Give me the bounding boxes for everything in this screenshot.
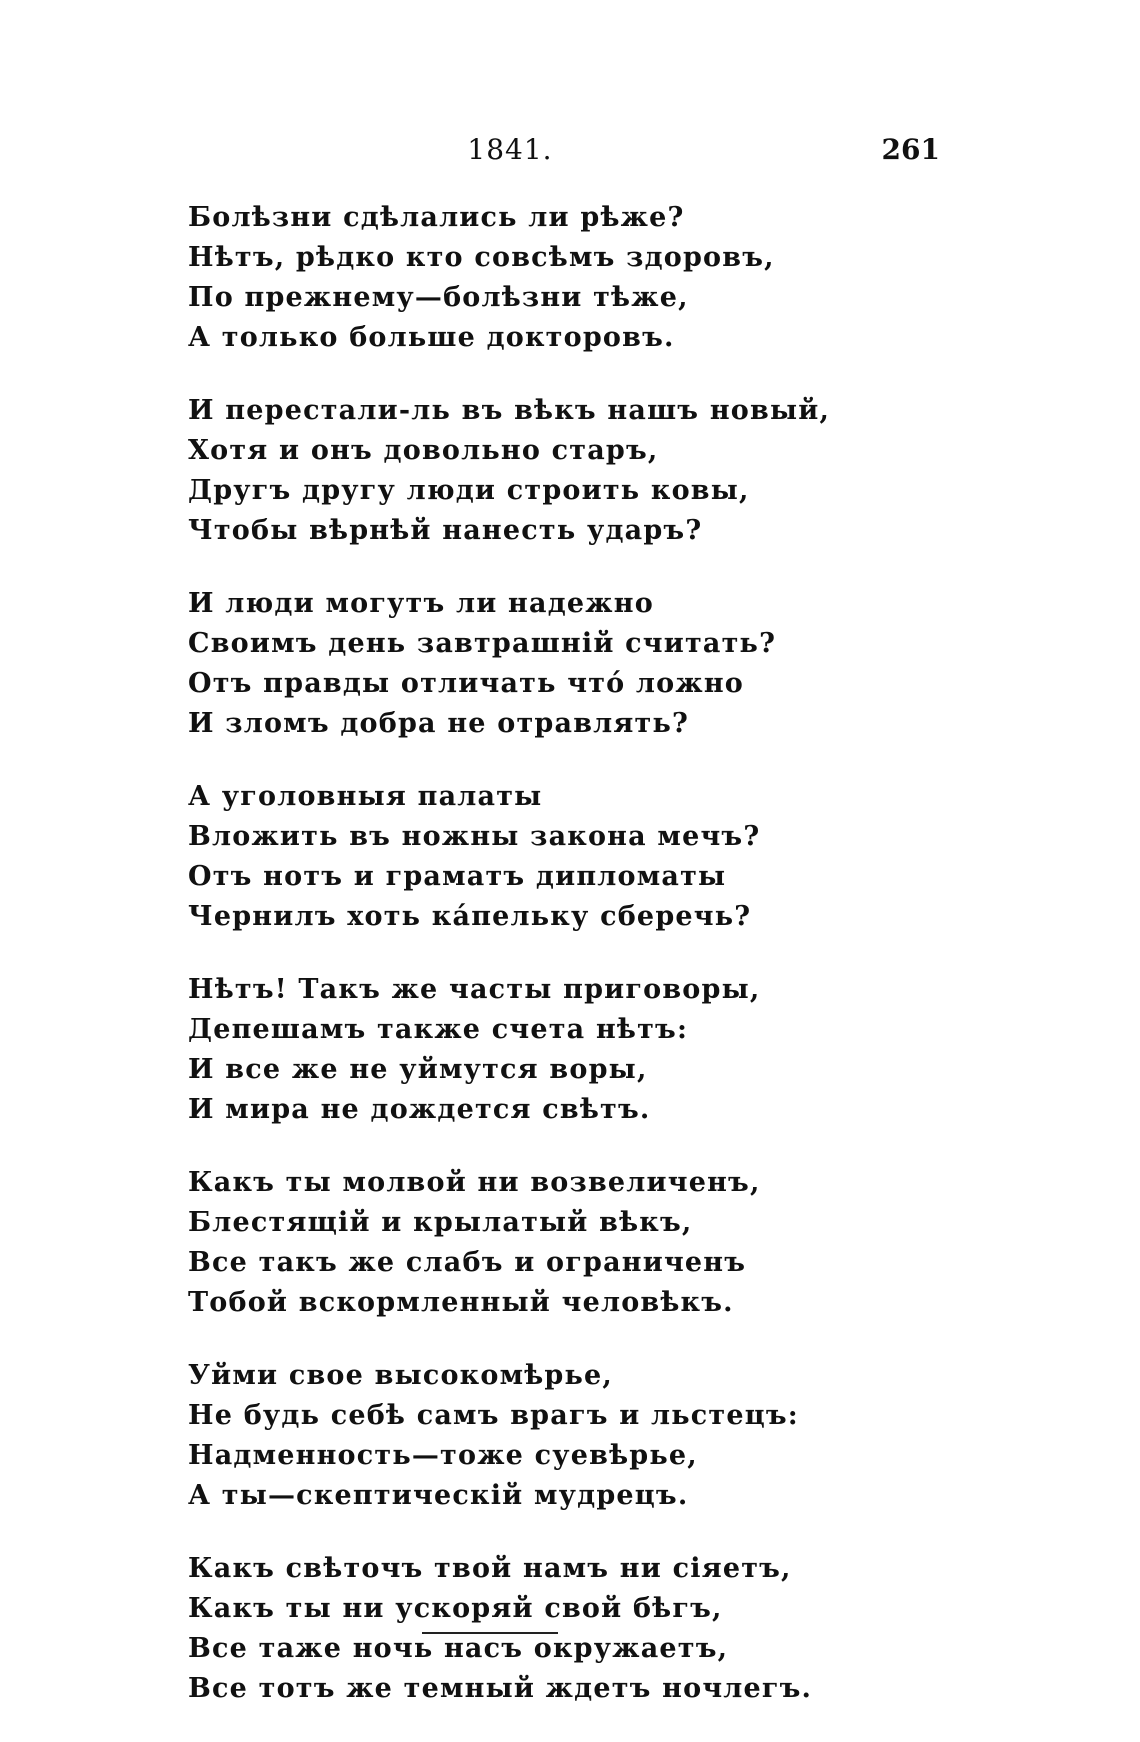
poem-line: Чернилъ хоть кáпельку сберечь?: [188, 901, 752, 932]
poem-line: Тобой вскормленный человѣкъ.: [188, 1287, 734, 1318]
stanza-7: [188, 1356, 948, 1516]
poem-line: Депешамъ также счета нѣтъ:: [188, 1014, 689, 1045]
poem-line: Надменность—тоже суевѣрье,: [188, 1440, 698, 1471]
stanza-4: [188, 777, 948, 937]
poem-line: И люди могутъ ли надежно: [188, 588, 654, 619]
poem-line: По прежнему—болѣзни тѣже,: [188, 282, 689, 313]
poem-line: Нѣтъ, рѣдко кто совсѣмъ здоровъ,: [188, 242, 775, 273]
poem-line: И зломъ добра не отравлять?: [188, 708, 690, 739]
poem-line: И все же не уймутся воры,: [188, 1054, 648, 1085]
poem: [188, 198, 948, 1742]
running-head: [0, 133, 1140, 173]
stanza-5: [188, 970, 948, 1130]
poem-line: Блестящій и крылатый вѣкъ,: [188, 1207, 693, 1238]
poem-line: И перестали-ль въ вѣкъ нашъ новый,: [188, 395, 831, 426]
poem-line: Другъ другу люди строить ковы,: [188, 475, 750, 506]
poem-line: Не будь себѣ самъ врагъ и льстецъ:: [188, 1400, 799, 1431]
stanza-8: [188, 1549, 948, 1709]
poem-line: Нѣтъ! Такъ же часты приговоры,: [188, 974, 761, 1005]
stanza-6: [188, 1163, 948, 1323]
page-number: 261: [881, 133, 940, 166]
poem-line: Все тотъ же темный ждетъ ночлегъ.: [188, 1673, 813, 1704]
poem-line: И мира не дождется свѣтъ.: [188, 1094, 651, 1125]
running-head-year: 1841.: [467, 133, 553, 166]
stanza-2: [188, 391, 948, 551]
poem-line: Какъ ты ни ускоряй свой бѣгъ,: [188, 1593, 723, 1624]
poem-line: Какъ свѣточъ твой намъ ни сіяетъ,: [188, 1553, 792, 1584]
poem-line: Вложить въ ножны закона мечъ?: [188, 821, 761, 852]
poem-line: Отъ нотъ и граматъ дипломаты: [188, 861, 727, 892]
end-rule: [422, 1632, 558, 1634]
poem-line: Своимъ день завтрашній считать?: [188, 628, 777, 659]
poem-line: Какъ ты молвой ни возвеличенъ,: [188, 1167, 761, 1198]
poem-line: А только больше докторовъ.: [188, 322, 675, 353]
poem-line: Все таже ночь насъ окружаетъ,: [188, 1633, 729, 1664]
poem-line: Все такъ же слабъ и ограниченъ: [188, 1247, 747, 1278]
poem-line: Чтобы вѣрнѣй нанесть ударъ?: [188, 515, 703, 546]
poem-line: А уголовныя палаты: [188, 781, 543, 812]
poem-line: Отъ правды отличать чтó ложно: [188, 668, 745, 699]
stanza-1: [188, 198, 948, 358]
poem-line: Болѣзни сдѣлались ли рѣже?: [188, 202, 685, 233]
stanza-3: [188, 584, 948, 744]
poem-line: Уйми свое высокомѣрье,: [188, 1360, 614, 1391]
poem-line: А ты—скептическій мудрецъ.: [188, 1480, 689, 1511]
poem-line: Хотя и онъ довольно старъ,: [188, 435, 659, 466]
